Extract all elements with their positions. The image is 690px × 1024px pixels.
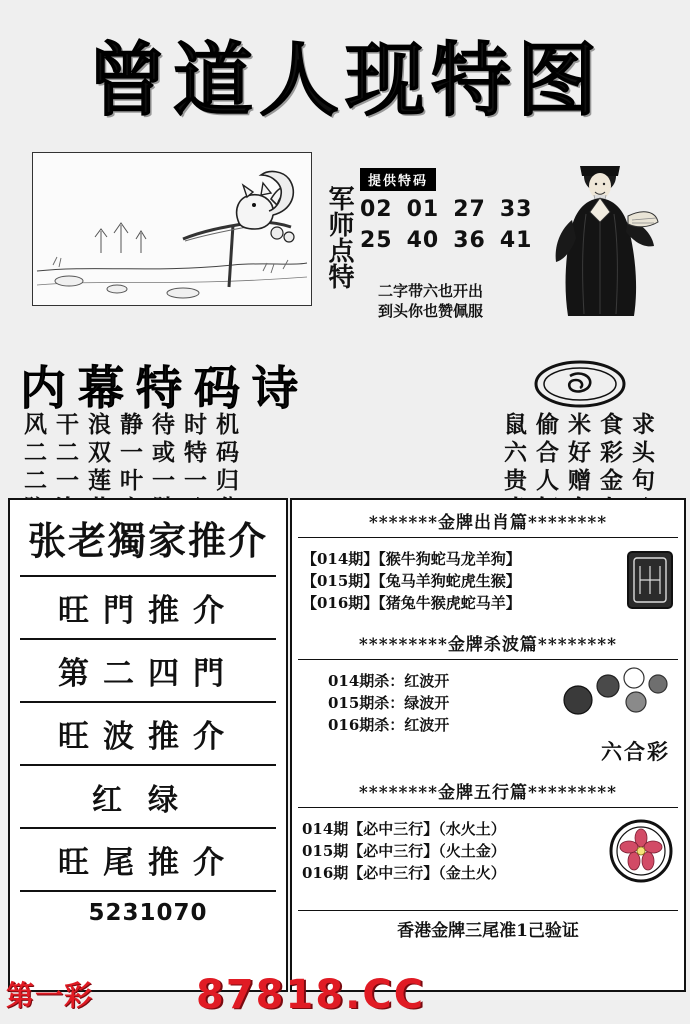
poem-line-right: 六合好彩头 bbox=[504, 439, 664, 466]
left-recommendation-box bbox=[8, 498, 288, 992]
poem-line-left: 二二双一或特码 bbox=[24, 439, 248, 466]
watermark bbox=[0, 972, 690, 1020]
section-item: 【016期】【猪兔牛猴虎蛇马羊】 bbox=[302, 594, 521, 612]
slogan-line-2: 到头你也赞佩服 bbox=[378, 302, 484, 320]
section-body bbox=[292, 542, 684, 622]
poem-line-right: 贵人赠金句 bbox=[504, 467, 664, 494]
poem-line-left: 二一莲叶一一归 bbox=[24, 467, 248, 494]
number-cell: 41 bbox=[499, 228, 533, 253]
section-item: 【015期】【兔马羊狗蛇虎生猴】 bbox=[302, 572, 521, 590]
numbers-caption: 提供特码 bbox=[360, 168, 436, 191]
poem-line bbox=[24, 412, 664, 437]
poem-line-right: 鼠偷米食求 bbox=[504, 411, 664, 438]
lottery-brand-label: 六合彩 bbox=[601, 739, 670, 764]
section-item: 014期杀：红波开 bbox=[328, 672, 450, 690]
section-heading: *******金牌出肖篇******** bbox=[298, 508, 678, 538]
sage-figure-illustration bbox=[540, 150, 660, 325]
numbers-panel bbox=[360, 168, 550, 278]
watermark-brand: 第一彩 bbox=[6, 979, 94, 1012]
section-item: 016期【必中三行】（金土火） bbox=[302, 864, 506, 882]
poem-line bbox=[24, 468, 664, 493]
section-item: 016期杀：红波开 bbox=[328, 716, 450, 734]
section-body bbox=[292, 664, 684, 770]
poem-line bbox=[24, 440, 664, 465]
seal-stamp-icon bbox=[624, 546, 676, 616]
number-cell: 36 bbox=[453, 228, 486, 253]
left-box-row: 旺門推介 bbox=[20, 577, 276, 640]
left-box-row: 旺尾推介 bbox=[20, 829, 276, 892]
right-forecast-box bbox=[290, 498, 686, 992]
numbers-row-2 bbox=[360, 228, 550, 253]
left-box-rows bbox=[20, 575, 276, 892]
illustration-caption: 军师点特 bbox=[324, 185, 354, 289]
left-box-row: 旺波推介 bbox=[20, 703, 276, 766]
slogan-line-1: 二字带六也开出 bbox=[378, 282, 484, 300]
poem-line-left: 风干浪静待时机 bbox=[24, 411, 248, 438]
section-item: 015期【必中三行】（火土金） bbox=[302, 842, 506, 860]
section-body bbox=[292, 812, 684, 910]
lottery-balls-icon bbox=[538, 666, 668, 722]
left-box-row: 红绿 bbox=[20, 766, 276, 829]
left-box-row: 第二四門 bbox=[20, 640, 276, 703]
number-cell: 01 bbox=[406, 197, 440, 222]
left-box-footer-code: 5231070 bbox=[88, 900, 208, 926]
seal-medallion-icon bbox=[520, 358, 640, 410]
number-cell: 33 bbox=[499, 197, 533, 222]
poem-title: 内幕特码诗 bbox=[20, 361, 310, 415]
page-title: 曾道人现特图 bbox=[87, 32, 603, 127]
section-heading: *********金牌杀波篇******** bbox=[298, 630, 678, 660]
page-title-band bbox=[0, 18, 690, 128]
number-cell: 25 bbox=[360, 228, 393, 253]
numbers-row-1 bbox=[360, 197, 550, 222]
right-box-footer: 香港金牌三尾准1己验证 bbox=[298, 910, 678, 945]
section-item: 015期杀：绿波开 bbox=[328, 694, 450, 712]
squirrel-on-branch-sketch bbox=[33, 153, 311, 305]
number-cell: 27 bbox=[453, 197, 486, 222]
number-cell: 02 bbox=[360, 197, 393, 222]
flower-medallion-icon bbox=[608, 818, 674, 888]
left-box-title: 张老獨家推介 bbox=[27, 518, 268, 563]
watermark-url: 87818.CC bbox=[196, 972, 426, 1018]
section-item: 【014期】【猴牛狗蛇马龙羊狗】 bbox=[302, 550, 521, 568]
illustration-frame bbox=[32, 152, 312, 306]
number-cell: 40 bbox=[406, 228, 440, 253]
section-item: 014期【必中三行】（水火土） bbox=[302, 820, 506, 838]
section-heading: ********金牌五行篇********* bbox=[298, 778, 678, 808]
